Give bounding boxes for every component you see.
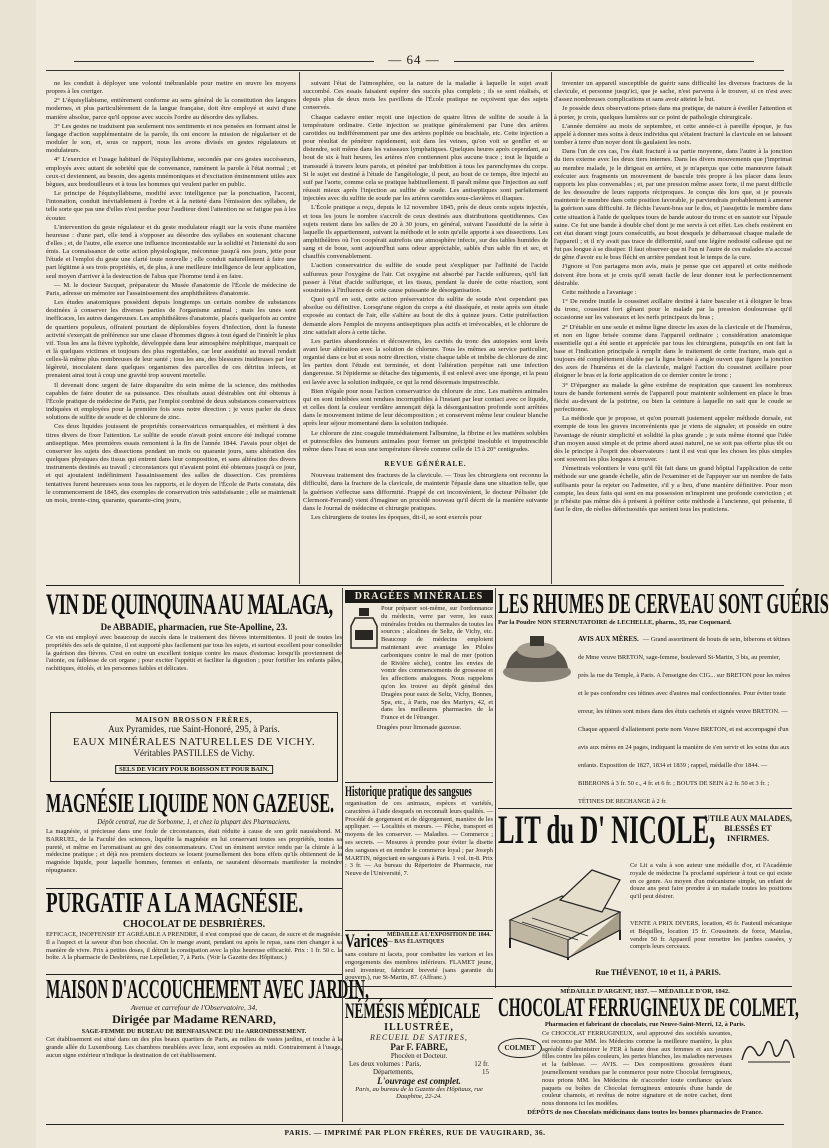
price-row: [345, 1060, 493, 1068]
ad-body: Ce CHOCOLAT FERRUGINEUX, seul approuvé des sociétés savantes, est reconnu par MM. les Médecins comme la meilleure manière, la plus agréable d'administrer le FER à haute dose aux femmes et aux jeunes filles contre les pâles couleurs, les pertes blanches, les maladies nerveuses et la faiblesse. — AVIS. — Des compositions grossières étant journellement vendues par le commerce pour notre Chocolat ferrugineux, nous prions MM. les Médecins de n'accorder toute confiance qu'aux paquets ou boîtes de Chocolat ferrugineux entourés d'une bande de couleur chamois, et revêtus de notre signature et de notre cachet, dont nous donnons ici les modèles.: [542, 1030, 732, 1108]
ad-body: Ce Lit a valu à son auteur une médaille d'or, et l'Académie royale de médecine l'a proclamé supérieur à tout ce qui existe en ce genre. Au moyen d'un mécanisme simple, un enfant de douze ans peut faire prendre à un malade toutes les positions qu'il peut désirer.: [630, 862, 792, 901]
ad-subhead: De ABBADIE, pharmacien, rue Ste-Apolline, 23.: [100, 622, 288, 632]
ad-line: SAGE-FEMME DU BUREAU DE BIENFAISANCE DU 11e ARRONDISSEMENT.: [81, 1028, 307, 1035]
paragraph: Les parties abandonnées et découvertes, les cavités du tronc des autopsies sont lavés avant leur altération avec la solution de chlorure. Tous les mêmes au service particulier, organisé dans ce but et sous notre direction, visite chaque table et imbibe de chlorure de zinc les parties dont l'étude est terminée, et dont l'altération perpétue rait une infection dangereuse. Si l'épiderme se détache des téguments, il est enlevé avec une éponge, et la peau est lavée avec la solution indiquée, ce qui la rend désormais imputrescible.: [303, 337, 548, 386]
paragraph: L'année dernière au mois de septembre, et cette année-ci à pareille époque, je fus appelé à donner mes soins à deux individus qui s'étaient fracturé la clavicule en se laissant tomber à terre d'un noyer dont ils gaulaient les noix.: [554, 122, 792, 147]
ad-title: EAUX MINÉRALES NATURELLES DE VICHY.: [72, 736, 316, 748]
printer-imprint: PARIS. — IMPRIMÉ PAR PLON FRÈRES, RUE DE VAUGIRARD, 36.: [46, 1124, 784, 1137]
ad-headline: NÉMÉSIS MÉDICALE: [345, 998, 481, 1023]
ad-body: sans couture ni lacets, pour combattre les varices et les engorgements des membres inférieurs. FLAMET jeune, seul inventeur, fabricant breveté (sans garantie du gouvern.), rue St-Martin, 87. (Affranc.): [345, 951, 493, 982]
paragraph: 2° D'établir en une seule et même ligne directe les axes de la clavicule et de l'humérus, et non en ligne brisée comme dans l'appareil ordinaire ; considération anatomique essentielle qui a été sentie et appréciée par tous les chirurgiens, puisqu'ils en ont fait la base et l'indication principale à remplir dans le traitement de cette fracture, mais qui a toujours été complètement éludée par la ligne brisée à angle ouvert que figure la jonction des axes de l'humérus et de la clavicule, malgré l'action du coussinet axillaire pour éloigner le bras et la forte application de ce dernier contre le tronc ;: [554, 323, 792, 380]
ad-price: VENTE A PRIX DIVERS, location, 45 fr. Fauteuil mécanique et Béquilles, location 15 fr. Coussinets de force, Matelas, vendre 50 fr. Appareil pour remettre les jambes cassées, y compris leurs cerceaux.: [630, 920, 792, 951]
bottle-icon: [347, 606, 381, 650]
ad-subtitle: RECUEIL DE SATIRES,: [370, 1033, 468, 1042]
ad-sangsues: [345, 785, 493, 928]
price-value: 15: [482, 1068, 489, 1076]
ad-quinquina: [46, 590, 342, 708]
ad-footer: DÉPÔTS de nos Chocolats médicinaux dans toutes les bonnes pharmacies de France.: [527, 1108, 763, 1116]
ad-dragees: [345, 590, 493, 780]
ad-body: Pour préparer soi-même, sur l'ordonnance du médecin, verre par verre, les eaux minérales froides ou thermales de toutes les sources ; alcalines de Seltz, de Vichy, etc. Beaucoup de médecins emploient maintenant avec avantage les Pilules carboniques contre le mal de mer (potion de Rivière sèche), contre les envies de vomir des commencements de grossesse et les affections analogues. Nous rappelons qu'on les trouve au dépôt général des Dragées pour eaux de Seltz, Vichy, Bonnes, Spa, etc., à Paris, rue des Martyrs, 42, et dans les meilleures pharmacies de la France et de l'étranger.: [381, 605, 493, 722]
ad-subhead: CHOCOLAT DE DESBRIÈRES.: [122, 919, 266, 930]
bed-illustration: [502, 860, 626, 960]
ad-divider: [345, 986, 792, 987]
column-divider: [299, 72, 300, 584]
paragraph: Ces deux liquides jouissent de propriétés conservatrices remarquables, et méritent à des titres divers de fixer l'attention. Le sulfite de soude n'avait point encore été indiqué comme antiseptique. Mes premières essais remontent à la fin de l'année 1844. J'avais pour objet de conserver les sujets des dissections pendant un mois ou quarante jours, sans altération des quelques physiques des tissus qui entrent dans leur composition, et sans altération des divers instruments destinés au travail ; circonstances qui n'avaient point été obtenues jusqu'à ce jour, et qui ajoutaient indéfiniment l'assainissement des salles de dissection. Ces premières tentatives furent heureuses sous tous les rapports, et le doyen de l'École de Paris constata, dès le commencement de 1845, des exemples de conservation très satisfaisante ; elle se maintenait un mois, trente-cinq, quarante, quarante-cinq jours,: [46, 423, 296, 504]
ad-rhumes: [498, 588, 829, 806]
ad-house: MAISON BROSSON FRÈRES,: [135, 716, 253, 724]
ad-divider: [345, 782, 493, 783]
ad-headline: LIT du D' NICOLE,: [498, 807, 716, 852]
ad-headline: PURGATIF A LA MAGNÉSIE.: [46, 888, 304, 919]
ad-author: Par F. FABRE,: [390, 1042, 448, 1052]
paragraph: 3° Les gestes ne traduisent pas seulement nos sentiments et nos pensées en formant ainsi le langage d'action supplémentaire de la parole, ils ont encore la mission de régulariser et de moduler le son, et, sous ce rapport, nous les avons divisés en gestes régulateurs et modulateurs.: [46, 122, 296, 155]
ad-body: — Grand assortiment de bouts de sein, biberons et tétines de Mme veuve BRETON, sage-femme, boulevard St-Martin, 3 bis, au premier, près la rue du Temple, à Paris. A l'enseigne des CIG... sur BRETON pour les mères et le pas confondre ces tétines avec d'autres mal confectionnées. Pour éviter toute erreur, les tétines sont mises dans des étuis cachetés et signés veuve BRETON. — Chaque appareil d'allaitement porte nom Veuve BRETON, et est accompagné d'un avis aux mères en 24 pages, indiquant la manière de s'en servir et les soins dus aux enfants. Exposition de 1827, 1834 et 1839 ; rappel, médaille d'or 1844. — BIBERONS à 3 fr. 50 c., 4 fr. et 6 fr. ; BOUTS DE SEIN à 2 fr. 50 et 3 fr. ; TÉTINES DE RECHANGE à 2 fr.: [578, 636, 791, 805]
ad-body: Cet établissement est situé dans un des plus beaux quartiers de Paris, au milieu de vastes jardins, et touche à la grande allée du Luxembourg. Les chambres meublées avec luxe, sont exposées au midi. Contrairement à l'usage, aucun signe extérieur n'indique la destination de cet établissement.: [46, 1036, 342, 1059]
paragraph: Il devenait donc urgent de faire disparaître du sein même de la science, des méthodes capables de faire douter de sa puissance. Des résultats aussi désirables ont été obtenus à l'École pratique de médecine de Paris, par l'emploi combiné de deux substances conservatrices indiquées et employées pour la première fois sous notre direction ; je veux parler du deux solutions de sulfite de soude et de chlorure de zinc.: [46, 381, 296, 422]
ad-purgatif: [46, 890, 342, 972]
column-divider: [342, 588, 343, 1122]
paragraph: La méthode que je propose, et qu'on pourrait justement appeler méthode dorsale, est exempte de tous les graves inconvénients que je viens de signaler, et possède en outre l'avantage de réunir simplicité et solidité la plus grande ; je suis même étonné que l'idée d'un moyen aussi simple et de prime abord aussi naturel, ne se soit pas offerte plus tôt ou dès le principe à l'esprit des observateurs : tant il est vrai que les choses les plus simples sont souvent les plus longues à trouver.: [554, 415, 792, 464]
paragraph: 1° De rendre inutile le coussinet axillaire destiné à faire basculer et à éloigner le bras du tronc, coussinet fort gênant pour le malade par la pression douloureuse qu'il occasionne sur les vaisseaux et les nerfs principaux du bras ;: [554, 298, 792, 322]
ad-maison-accouchement: [46, 974, 369, 1120]
ad-headline: MAISON D'ACCOUCHEMENT AVEC JARDIN,: [46, 974, 369, 1004]
ad-line: Phocéen et Docteur.: [390, 1052, 448, 1060]
ad-subhead: Dépôt central, rue de Sorbonne, 1, et chez la plupart des Pharmaciens.: [97, 819, 291, 826]
colmet-signature: [738, 1032, 798, 1068]
ad-line: Véritables PASTILLES de Vichy.: [133, 748, 255, 758]
price-value: 12 fr.: [474, 1060, 489, 1068]
section-title: REVUE GÉNÉRALE.: [384, 460, 467, 469]
ad-headline: Varices: [345, 931, 388, 952]
ad-medals: MÉDAILLE D'ARGENT, 1837. — MÉDAILLE D'OR, 1842.: [560, 988, 730, 995]
ad-vichy: [50, 712, 338, 782]
paragraph: L'École pratique a reçu, depuis le 12 novembre 1845, près de deux cents sujets injectés, et tous les jours le nombre s'accroît de ceux destinés aux distributions quotidiennes. Ces sujets restent dans les salles de 20 à 30 jours, en général, suivant l'assiduité de la série à laquelle ils appartiennent, suivant la méthode et le soin qu'elle apporte à ses dissections. Les amphithéâtres où l'on coopérait autrefois une atmosphère infecte, sur des tables humides de sang et de boue, sont aujourd'hui sans odeur appréciable, sablés d'un sable fin et sec, et chauffés convenablement.: [303, 204, 548, 261]
price-row: [345, 1068, 493, 1076]
paragraph: Les études anatomiques possèdent depuis longtemps un certain nombre de substances destinées à conserver les diverses parties de l'organisme animal ; mais les unes sont inefficaces, les autres dangereuses. Les amphithéâtres d'anatomie, placés quelquefois au centre de quartiers populeux, offraient pourtant de déplorables foyers d'infection, dont la funeste activité s'exerçait de préférence sur une classe d'hommes dignes à tout égard de l'intérêt le plus vif. Tous les ans la fièvre typhoïde, développée dans leur atmosphère méphitique, marquait ce et là quelques victimes et toujours des plus regrettables, car leur assiduité au travail rendait celles-là même plus nombreuses de leur santé ; tous les ans, des blessures insidieuses par leur légèreté, inoculaient dans quelques organismes des parcelles de ces détritus infects, et prenaient ainsi tout à coup une gravité trop souvent mortelle.: [46, 299, 296, 380]
ad-footer: Dragées pour limonade gazeuse.: [376, 723, 462, 731]
ad-aside: UTILE AUX MALADES, BLESSÉS ET INFIRMES.: [704, 814, 792, 843]
paragraph: J'émettrais volontiers le vœu qu'il fût fait dans un grand hôpital l'application de cette méthode sur une grande échelle, afin de l'examiner et de l'appuyer sur un nombre de faits suffisants pour la rejeter ou l'admettre, s'il y a lieu, d'une manière définitive. Pour mon compte, les deux faits qui sont en ma possession m'inspirent une profonde conviction ; et je n'hésite pas même dès à présent à préférer cette méthode à l'ancienne, qui présente, il faut le dire, de réelles défectuosités que sentent tous les praticiens.: [554, 465, 792, 513]
paragraph: Dans l'un de ces cas, l'os était fracturé à sa partie moyenne, dans l'autre à la jonction du tiers externe avec les deux tiers internes. Dans les divers mouvements que j'imprimai au membre malade, je le dirigeai en arrière, et je m'aperçus que cette manœuvre faisait exécuter aux fragments un mouvement de bascule très propre à les placer dans leurs rapports les plus convenables ; et, par une pression même assez forte, il me parut difficile de les dessoudre de leurs rapports réciproques. Je conçus dès lors que, si je pouvais maintenir le membre dans cette position favorable, je parviendrais probablement à amener la guérison sans difficulté. Je fléchis l'avant-bras sur le dos, et j'assujettis le membre dans cette situation à l'aide de quelques tours de bande autour du tronc et en sautoir sur l'épaule saine. Ce fut une bande à double chef dont je me servis à cet effet. Les chefs restèrent en cet état durant vingt jours consécutifs, au bout desquels je débarrassai chaque malade de l'appareil ; et il n'y avait pas trace de difformité, sauf une légère nodosité calleuse qui ne fut pas longue à se dissiper. Il faut observer que ni l'un ni l'autre de ces malades n'a accusé de gêne d'avoir eu le bras fléchi en arrière pendant tout le temps de la cure.: [554, 148, 793, 262]
ad-title: L'ouvrage est complet.: [377, 1076, 461, 1086]
ad-colmet: [498, 988, 799, 1122]
ad-headline: DRAGÉES MINÉRALES: [345, 590, 493, 603]
paragraph: Cette méthode a l'avantage :: [562, 288, 637, 296]
paragraph: 3° D'épargner au malade la gêne extrême de respiration que causent les nombreux tours de bande fortement serrés de l'appareil pour maintenir solidement en place le bras fléchi au-devant de la poitrine, ou bien la ceinture à laquelle on sait que le coude se perfectionne.: [554, 381, 792, 414]
paragraph: Chaque cadavre entier reçoit une injection de quatre litres de sulfite de soude à la température ordinaire. Cette injection se pratique généralement par l'une des artères carotides ou indifféremment par une des artères poplitée ou brachiale, etc. Cette injection a pour résultat de pénétrer rapidement, soit dans les veines, qu'on voit se gonfler et se distendre, soit même dans les vaisseaux lymphatiques. Quelques heures après cependant, au bout de six à huit heures, les artères n'en contiennent plus aucune trace ; tout le liquide a transsudé à travers leurs parois, et pénétré par imbibition à tous les parenchymes du corps. Si le sujet est destiné à l'étude de l'angéiologie, il peut, au bout de ce temps, être injecté au suif par l'aorte, comme cela se pratique habituellement. Il paraît même que l'injection au suif réussit mieux après l'injection au sulfite de soude. Les antiseptiques sont parfaitement injectées avec du sulfite de soude par les artères carotides sous-clavières et iliaques.: [303, 113, 548, 203]
ad-headline: LES RHUMES DE CERVEAU SONT GUÉRIS: [498, 588, 829, 620]
ad-body: La magnésie, si précieuse dans une foule de circonstances, était réduite à cause de son goût nauséabond. M. BARRUEL, de la Faculté des sciences, liquéfie la magnésie en lui conservant toutes ses propriétés, toutes sa pureté, et même en l'aromatisant au gré des consommateurs. C'est un éminent service rendu par la chimie à la médecine pratique ; et déjà nos premiers docteurs se louent journellement des bons effets qu'ils obtiennent de la magnésie liquide, pour laquelle hommes, femmes et enfants, ne sauraient désormais manifester la moindre répugnance.: [46, 828, 342, 874]
ad-subhead: Avenue et carrefour de l'Observatoire, 34,: [130, 1003, 258, 1012]
paragraph: L'action conservatrice du sulfite de soude peut s'expliquer par l'affinité de l'acide sulfureux pour l'oxygène de l'air. Cet oxygène est absorbé par l'acide sulfureux, qu'il fait passer à l'état d'acide sulfurique, et les tissus, pendant la durée de cette réaction, sont soustraites à l'influence de cette cause puissante de désorganisation.: [303, 262, 548, 294]
ad-footer: Paris, au bureau de la Gazette des Hôpitaux, rue Dauphine, 22-24.: [355, 1086, 483, 1100]
column-divider: [551, 72, 552, 584]
paragraph: Le principe de l'équisyllabisme, modifié avec intelligence par la ponctuation, l'accent, l'intonation, conduit inévitablement à l'ordre et à la netteté dans l'émission des syllabes, de telle sorte que pas une d'elles n'est perdue pour l'auditeur dont l'attention ne se fatigue pas à les écouter.: [46, 190, 296, 222]
paragraph: Quoi qu'il en soit, cette action préservatrice du sulfite de soude n'est cependant pas absolue ou définitive. Lorsqu'une région du corps a été disséquée, et reste après son étude exposée au contact de l'air, elle s'altère au bout de dix à quinze jours. Cette putréfaction demande alors l'emploi de moyens antiseptiques plus actifs et irrévocables, et le chlorure de zinc satisfait alors à cette tâche.: [303, 296, 548, 336]
ad-subhead: Par la Poudre NON STERNUTATOIRE de LECHELLE, pharm., 35, rue Coquenard.: [498, 619, 732, 626]
ad-nemesis: [345, 1000, 493, 1122]
ad-headline: CHOCOLAT FERRUGINEUX DE COLMET,: [498, 993, 799, 1022]
article-column-2: [303, 80, 548, 580]
paragraph: inventer un appareil susceptible de guérir sans difficulté les diverses fractures de la clavicule, et personne jusqu'ici, que je sache, n'est parvenu à le trouver, si ce n'est avec d'assez nombreuses complications et sans avoir atteint le but.: [554, 80, 792, 104]
ad-lit-nicole: [498, 807, 792, 982]
section-rule: [46, 585, 784, 586]
paragraph: J'ignore si l'on partagera mon avis, mais je pense que cet appareil et cette méthode doivent être bons et je crois qu'il serait facile de leur donner tout le perfectionnement désirable.: [554, 263, 792, 287]
paragraph: Les chirurgiens de toutes les époques, dit-il, se sont exercés pour: [311, 513, 482, 521]
paragraph: 4° L'exercice et l'usage habituel de l'équisyllabisme, secondés par ces gestes succésseurs, employés avec autant de sobriété que de convenance, ramènent la parole à l'état normal ; et ceux-ci deviennent, au besoin, des agents mnémoniques et d'excitation éminemment utiles aux bègues, aux bredouilleurs et à tous les hommes qui veulent parler en public.: [46, 156, 296, 188]
price-label: Les deux volumes : Paris,: [349, 1060, 422, 1068]
ad-subhead: Pharmacien et fabricant de chocolats, rue Neuve-Saint-Merri, 12, à Paris.: [544, 1021, 746, 1028]
ad-line: SELS DE VICHY POUR BOISSON ET POUR BAIN.: [115, 765, 273, 774]
paragraph: Nouveau traitement des fractures de la clavicule. — Tous les chirurgiens ont reconnu la difficulté, dans la fracture de la clavicule, de maintenir l'épaule dans une situation telle, que la guérison s'effectue sans difformité. Frappé de cet inconvénient, le docteur Pélissier (de Clermont-Ferrand) vient d'imaginer un procédé nouveau qu'il décrit de la manière suivante dans le Journal de médecine et chirurgie pratiques.: [303, 472, 548, 512]
article-column-1: [46, 80, 296, 580]
ad-body: organisation de ces animaux, espèces et variétés, caractères à l'aide desquels on reconnaît leurs qualités. — Procédé de gorgement et de dégorgement, manière de les appliquer. — Localités et mœurs. — Pêche, transport et moyens de les conserver. — Maladies. — Commerce ; ses secrets. — Mesures à prendre pour éviter la disette des sangsues et en rendre le commerce loyal ; par Joseph MARTIN, négociant en sangsues à Paris. 1 vol. in-8. Prix : 3 fr. — Au bureau du Répertoire de Pharmacie, rue Neuve de l'Université, 7.: [345, 800, 493, 878]
price-label: Départements,: [373, 1068, 414, 1076]
paragraph: suivant l'état de l'atmosphère, ou la nature de la maladie à laquelle le sujet avait succombé. Ces essais faisaient espérer des succès plus complets ; ils se sont réalisés, et depuis plus de deux mois les pavillons de l'École pratique ne reçoivent que des sujets conservés.: [303, 80, 548, 112]
newspaper-page: [36, 0, 829, 1148]
ad-medal: MÉDAILLE A L'EXPOSITION DE 1844. — BAS ÉLASTIQUES: [387, 932, 491, 945]
paragraph: Bien n'égale pour nous l'action conservatrice du chlorure de zinc. Les matières animales qui en sont imbibées sont rendues incorruptibles à l'instant par leur contact avec ce liquide, et celles dont la couleur verdâtre annonçait déjà la désorganisation profonde sont arrêtées dans le mouvement intime de leur décomposition ; et conservent même leur couleur blanche après leur séjour momentané dans la solution indiquée.: [303, 387, 548, 428]
paragraph: — M. le docteur Sucquet, préparateur du Musée d'anatomie de l'École de médecine de Paris, adresse un mémoire sur l'assainissement des amphithéâtres d'anatomie.: [46, 281, 296, 297]
column-divider: [495, 588, 496, 988]
paragraph: Je possède deux observations prises dans ma pratique, de nature à éveiller l'attention et à porter, je crois, quelques lumières sur ce point de pathologie chirurgicale.: [554, 105, 792, 121]
ad-avis: AVIS AUX MÈRES.: [578, 635, 639, 643]
ad-body: EFFICACE, INOFFENSIF ET AGRÉABLE A PRENDRE, il n'est composé que de cacao, de sucre et de magnésie. Il a l'aspect et la saveur d'un bon chocolat. On le mange avant, pendant ou après le repas, sans rien changer à sa manière de vivre. Prix à petites doses, il détruit la constipation avec la plus heureuse efficacité. Prix : 1 fr. 50 c. la boîte. A la pharmacie de Desbrières, rue Lepelletier, 7, à Paris. (Voir la Gazette des Hôpitaux.): [46, 931, 342, 962]
ad-subhead: ILLUSTRÉE,: [384, 1022, 454, 1033]
baby-bottle-illustration: [500, 632, 574, 688]
ad-magnesie-liquide: [46, 790, 342, 886]
paragraph: ne les conduit à déployer une volonté inébranlable pour mettre en œuvre les moyens propres à les corriger.: [46, 80, 296, 96]
ad-body: Ce vin est employé avec beaucoup de succès dans le traitement des fièvres intermittentes. Il jouit de toutes les propriétés des sels de quinine, il est supporté plus facilement par tous les sujets, et surtout excellent pour consolider la guérison des fièvres. C'est en outre un excellent tonique contre les maux d'estomac lorsqu'ils proviennent de l'atonie, ou faiblesse de cet organe ; pour exciter l'appétit et faciliter la digestion ; pour fortifier les enfants pâles, rachitiques, étiolés, et les personnes faibles et délicates.: [46, 634, 342, 673]
ad-headline: VIN DE QUINQUINA AU MALAGA,: [46, 588, 333, 621]
paragraph: L'intervention du geste régulateur et du geste modulateur réagit sur la voix d'une manière heureuse : d'une part, elle tend à s'opposer au désordre des syllabes en soutenant chacune d'elles ; et, de l'autre, elle exerce une influence incontestable sur la solidité et l'intensité du son émis. La connaissance de cette action physiologique, méconnue jusqu'à nos jours, jette pour l'étude et l'emploi du geste une clarté toute nouvelle ; elle conduit naturellement à faire une part légitime à ses trois propriétés, et, de plus, à une meilleure intelligence de leur application, seul moyen d'arriver à la destruction de l'abus que l'homme tend à en faire.: [46, 223, 296, 280]
ad-director: Dirigée par Madame RENARD,: [112, 1012, 276, 1026]
ad-headline: MAGNÉSIE LIQUIDE NON GAZEUSE.: [46, 788, 335, 818]
paragraph: 2° L'équisyllabisme, entièrement conforme au sens général de la constitution des langues modernes, et plus particulièrement de la langue française, doit être employé et suivi d'une manière absolue, parce qu'il oppose avec succès l'ordre au désordre des syllabes.: [46, 97, 296, 121]
paragraph: Le chlorure de zinc coagule immédiatement l'albumine, la fibrine et les matières solubles et putrescibles des humeurs animales pour former un précipité insoluble et imputrescible même dans l'eau et sous une température élevée comme celle de 15 à 20° centigrades.: [303, 429, 548, 453]
ad-address: Aux Pyramides, rue Saint-Honoré, 295, à Paris.: [108, 724, 280, 734]
colmet-seal-logo: COLMET: [498, 1038, 542, 1058]
ad-headline: Historique pratique des sangsues: [345, 784, 472, 800]
ad-address: Rue THÉVENOT, 10 et 11, à PARIS.: [595, 968, 721, 977]
top-rule: [46, 70, 784, 71]
article-column-3: [554, 80, 792, 580]
page-number: — 64 —: [36, 52, 792, 68]
